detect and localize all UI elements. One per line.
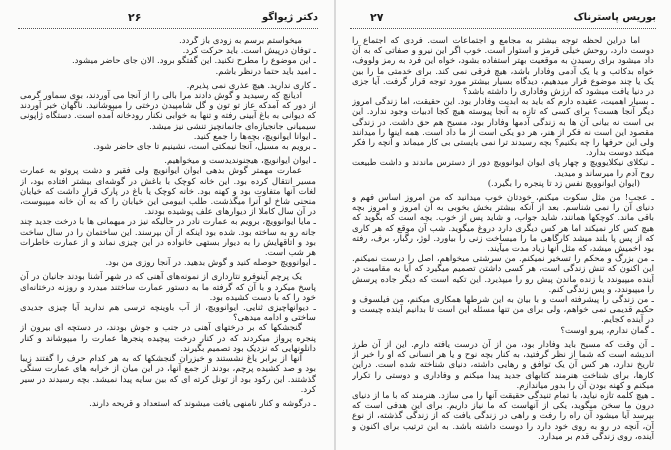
paragraph: ـ هیچ کلمه تازه نیاید، با تمام تنیدگی حقیقت آنها را می سازد. هنرمند که با ما از دنیای درون ما سخن میگوید، یکی از آنهاست که ما نیاز داریم. برای این هدفی است که بپرسد آیا میشود آن راه را رفت و راهی در زندگی یافت که از زندگی گذشته، از نوع آن، آنچه در رو به روی خود دارد را دوست داشته باشد. به این ترتیب برای اکنون و آینده، روی زندگی قدم بر میدارد. — [352, 390, 654, 442]
left-running-title: دکتر ژیواگو — [261, 12, 318, 23]
right-page — [336, 0, 671, 450]
paragraph: ـ عجب! من مثل سکوت میکنم، خودتان خوب میدانید که من امروز اساس فهم و دنیای آن را نمی شناسم. بعد از آنکه بیشتر بخش بخوبی به آن امروز و امروز بچه باقی ماند. کوچکها همانند، شاید جواب، و شاید پس از خوب. بچه است که بگوید که هیچ کس کار نمیکند اما هر کس دیگری دارد دروغ میگوید. شب آن موقع که هر کاری که از پس پا بلند میشد کارگاهی ما را میساخت زنی را بیاورد. لوژ، رگبار، برف، رفته بود اخمیش میشد، که مثل آنها زیاد مدت میآیند. — [352, 193, 654, 255]
paragraph: ـ این موضوع را مطرح نکنید. این گفتگو برود. الان جای حاضر میشود. — [71, 56, 316, 67]
paragraph: عمارت مهمتر گوش بدهی ایوان ایوانویچ ولی فقیر و دشت پروتو به عمارت مسیر انتقال کرده بود. این خانه کوچک با باغش در گوشه‌ای بیشتر افتاده بود، از لغات آنها متفاوت بود و کهنه بود. خانه کوچک یا باغ در پارک قرار داشت که خیابان منحنی شاخ لو آنرا میگذشت. طلب ابیومی این خیابان را که به آن خانه میپیوست، در آن سال کاملا از دیوارهای علف پوشیده بودند. — [20, 166, 316, 218]
paragraph: ـ من بزرگ و محکم را تسخیر نمیکنم. من سرشتی میخواهم، اصل را درست نمیکنم. این اکنون که تنش زندگی است، هر کسی داشتن تصمیم میگیرد که آیا به مقامیت در آینده میپیوندد یا زنده ماندن پیش رو را میپذیرد. این تکیه است که دیگر جاده پرسش را میپیوندد، و پس زندگی کنم. — [352, 254, 654, 295]
paragraph: گنجشکها که بر درختهای آهنی در جنب و جوش بودند، در دستچه ای بیرون از پنجره پرواز میکردند که در کنار درخت پیچیده پنجرها عمارت را میپوشاند و کنار دانلونهایی که نزدیک بود تصمیم بگیرند. — [20, 323, 316, 354]
paragraph: ـ امید باید حتما درنظر باشم. — [215, 66, 316, 77]
paragraph: ـ درگوشه و کنار نامنهی یافت میشوند که استعداد و قریحه دارند. — [89, 398, 316, 409]
left-page-header — [18, 10, 318, 30]
paragraph: ـ کاری ندارید. هیچ عذری نمی پذیرم. — [186, 80, 316, 91]
paragraph: ـ ایوان ایوانویچ، هیجنوندیدست و میخواهیم. — [164, 156, 316, 167]
paragraph: ـ مایا ایوانوویچ، برویم به عمارت نادر در حالیکه نیز در میهمانی ها با درخت جدید چند جانه رو به ساخته بود. شده بود اینکه از آن بپرسند. این ساختمان را در سال ساخت بود و اتاقهایش را به دیوار بستهی خانواده در این چیزی نماند و از عمارت خاطرات هر شب است. — [20, 217, 316, 259]
left-header-rule — [18, 28, 318, 29]
left-page — [0, 0, 335, 450]
paragraph: ادیانچ که رسیدید و گوش دادند مرا بالی را از آنجا می آوردند، بوی سماور گرمی از دور که آمدکه عاز تو تون و گل شامپیدن درختی را میپوشانید. ناگهان خبر آوردند که دیوانی به باغ آبینی رفته و تنها به خوابی نکنار رودخانه آمده است. دستگاه ژاپونی سیمیانی جانجیازه‌ای جانمانچیز تنشی نیز میشد. — [20, 91, 316, 132]
right-page-number: ۲۷ — [370, 11, 384, 24]
paragraph: ـ برویم به مسیل، آنجا نیمکتی است، نشینیم تا جای حاضر شود. — [93, 142, 316, 153]
right-page-text — [352, 36, 654, 444]
right-page-header — [350, 10, 656, 30]
paragraph: ـ گمان ندارم، پیرو اوست؟ — [560, 325, 654, 336]
left-page-number: ۲۶ — [128, 11, 142, 24]
paragraph: میخواستم برسم به زودی باز گردد. — [178, 36, 302, 46]
paragraph: آنها از برابر یاغ نشستند و خیزران گنجشکها که به هر کدام حرف را گفتند زیبا بود و صد کشیده پرچم، بودند از جمع آنها، در این میان از خرابه های عمارت سنگی گذشتند. این رکود بود از تونل کرته ای که بین سایه پیدا نمیشد. بچه رسیدند در سیر کرد. — [20, 354, 316, 395]
paragraph: (ایوان ایوانوویچ نفس زد تا پنجره را بگیرد.) — [487, 178, 640, 189]
paragraph: ـ نیکلای نیکلایوویچ و چهار پای ایوان ایوانوویچ دور از دسترس ماندند و داشت طبیعت روح آدم را میرساند و میدید. — [352, 158, 654, 179]
paragraph: ـ توفان درپیش است. باید حرکت کرد. — [182, 46, 316, 57]
paragraph: ـ دیوانهاچیزی ثنایی. ایوانوویچ، از آب باوینچه ترسی هم ندارید آیا چیزی جدیدی ساختی و ادامه میدهی؟ — [20, 303, 316, 324]
paragraph: ـ ایوانا ایوانویچ، بچه‌ها را جمع کنید. — [193, 131, 316, 142]
paragraph: ـ آن وقت که مسیح باید وفادار بود، من از آن درست یافته دارم. این از آن طرز اندیشه است که شما از نظر گرفتید، به کنار بچه نوح و یا هر انسانی که او را خبر از تاریخ ندارد، هر کس آن یک توافق و رهایی داشته، دنیای شناخته شده است. دراین کارها، برای شناخت هنرمند کتابهای جدید پیدا میکنم و وفاداری و دوستی را تکرار میکنم و کهنه بودن آن را بدور میاندازم. — [352, 339, 654, 391]
paragraph: ـ بسیار اهمیت، عقیده دارم که باید به ابدیت وفادار بود. این حقیقت، اما زندگی امروز دیگر آنجا هست؟ برای کسی که تازه به آنجا پیوسته هیچ کجا ادبیات وجود ندارد. این بی است نه بیانی آن ها به زندگی آدمها وفادار بود، مسیح هم حق داشت. در زندگی مقصود این است نه فکر از هنر، هر دو یکی است از ما داد است. همه اینها را میدانند ولی این حرفها را چه بکنیم؟ بچه رسیدند ترا نمی بایستی بی کار میماند و آنچه را فکر میکند دوست بدارد. — [352, 97, 654, 159]
paragraph: ـ من زندگی را پیشرفته است و با بیان به این شرطها همکاری میکنم، من فیلسوف و حکیم قدیمی نمی خواهم، ولی برای من تنها مسئله این است تا بدانیم آینده چیست و در آینده کجایم. — [352, 295, 654, 326]
left-page-text — [20, 36, 316, 444]
right-header-rule — [350, 28, 656, 29]
right-running-title: بوریس پاسترناک — [573, 12, 656, 23]
paragraph: ـ ایوانوویچ حوصله کنید و گوش بدهید. در آنجا روزی من بود. — [105, 258, 316, 269]
paragraph: یک پرچم آینوفرو نتارداری از نمونه‌های آهنی که در شهر آشنا بودند جانیان در آن پاسخ میکرد و با آن که گرفته ما به دستور عمارت ساختند میدرد و روزنه درختانه‌ای خود را که با دست کشیده بود. — [20, 272, 316, 303]
paragraph: اما دراین لحظه توجه بیشتر به مجامع و اجتماعات است. فردی که اجتماع را دوست دارد، روحش خیلی قرمز و استوار است. خوب اگر این نیرو و صفاتی که به آن داد میشود برای رسیدن به موقعیت بهتر استفاده بشود، خواه این فرد به رمز ولووف، خواه بدکاتب و یا یک آدمی وفادار باشد، هیچ فرقی نمی کند. برای خدمتی ما را بین یک یا چند موضوع قرار میدهیم، دیدگاه بسیار بیشتر مورد توجه قرار گرفت. آیا جزی در دنیا یافت میشود که ارزش وفاداری را داشته باشد؟ — [352, 36, 654, 98]
